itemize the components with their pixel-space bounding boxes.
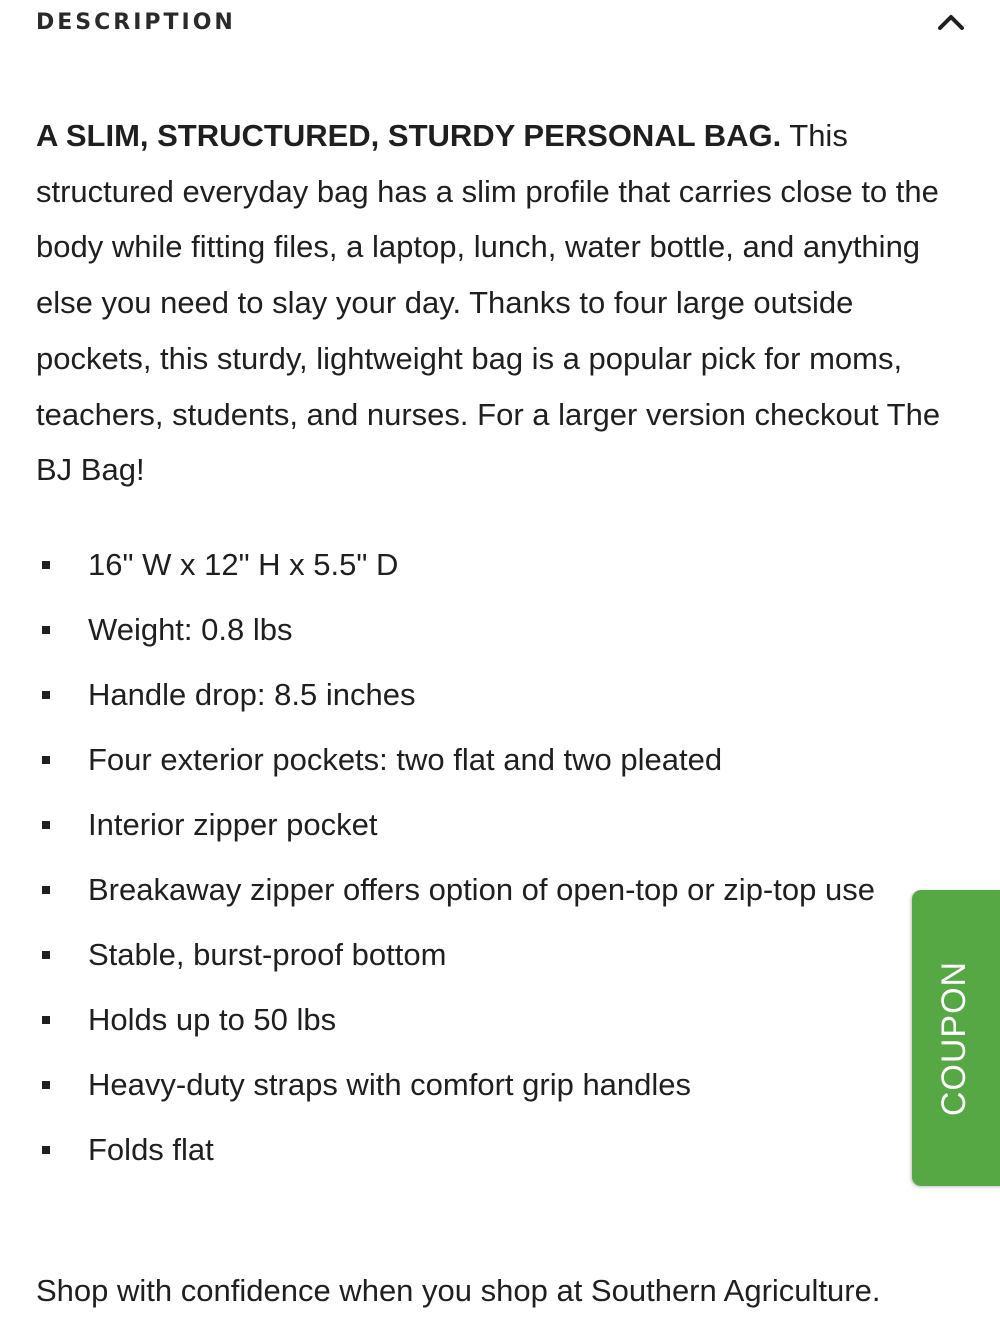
bullet-icon: [42, 1081, 50, 1089]
accordion-title: DESCRIPTION: [36, 9, 236, 35]
list-item: [36, 792, 936, 857]
spec-text: Heavy-duty straps with comfort grip handles: [88, 1066, 692, 1102]
list-item: [36, 662, 936, 727]
spec-text: Weight: 0.8 lbs: [88, 611, 293, 647]
closing-statement: Shop with confidence when you shop at Southern Agriculture.: [36, 1273, 881, 1308]
bullet-icon: [42, 951, 50, 959]
spec-text: Holds up to 50 lbs: [88, 1001, 337, 1037]
spec-text: Stable, burst-proof bottom: [88, 936, 447, 972]
spec-text: Interior zipper pocket: [88, 806, 378, 842]
list-item: [36, 1117, 936, 1182]
chevron-up-icon[interactable]: [934, 5, 968, 39]
bullet-icon: [42, 626, 50, 634]
spec-text: Four exterior pockets: two flat and two pleated: [88, 741, 723, 777]
spec-text: 16" W x 12" H x 5.5" D: [88, 546, 399, 582]
spec-text: Folds flat: [88, 1131, 214, 1167]
bullet-icon: [42, 1146, 50, 1154]
description-accordion-header[interactable]: [36, 0, 968, 44]
list-item: [36, 922, 936, 987]
bullet-icon: [42, 561, 50, 569]
spec-text: Breakaway zipper offers option of open-top or zip-top use: [88, 871, 875, 907]
list-item: [36, 532, 936, 597]
description-lead: A SLIM, STRUCTURED, STURDY PERSONAL BAG.: [36, 118, 782, 153]
bullet-icon: [42, 821, 50, 829]
bullet-icon: [42, 1016, 50, 1024]
list-item: [36, 597, 936, 662]
list-item: [36, 727, 936, 792]
spec-list: [36, 532, 936, 1182]
coupon-tab-button[interactable]: [912, 890, 1000, 1186]
description-body: This structured everyday bag has a slim profile that carries close to the body while fitting files, a laptop, lunch, water bottle, and anything else you need to slay your day. Thanks to four large outside pockets, this sturdy, lightweight bag is a popular pick for moms, teachers, students, and nurses. For a larger version checkout The BJ Bag!: [36, 118, 941, 488]
bullet-icon: [42, 756, 50, 764]
description-paragraph: [36, 108, 966, 498]
list-item: [36, 1052, 936, 1117]
coupon-label: COUPON: [935, 960, 974, 1116]
spec-text: Handle drop: 8.5 inches: [88, 676, 416, 712]
bullet-icon: [42, 691, 50, 699]
list-item: [36, 857, 936, 922]
bullet-icon: [42, 886, 50, 894]
list-item: [36, 987, 936, 1052]
